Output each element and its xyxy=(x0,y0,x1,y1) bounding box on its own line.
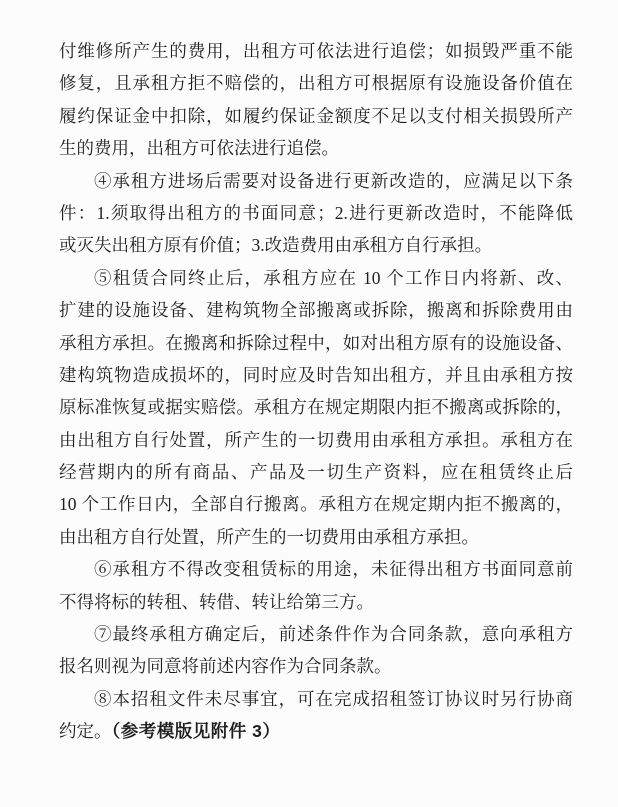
text-line xyxy=(59,683,573,715)
text-line xyxy=(59,294,573,326)
line-text: 经营期内的所有商品、产品及一切生产资料，应在租赁终止后 xyxy=(59,462,573,483)
line-text: 报名则视为同意将前述内容作为合同条款。 xyxy=(59,656,392,677)
line-text: 履约保证金中扣除，如履约保证金额度不足以支付相关损毁所产 xyxy=(59,105,573,126)
line-text: 10 个工作日内，全部自行搬离。承租方在规定期内拒不搬离的， xyxy=(59,494,573,515)
text-line xyxy=(59,586,573,618)
line-bold-text: （参考模版见附件 3） xyxy=(111,721,281,742)
line-text: ⑤租赁合同终止后，承租方应在 10 个工作日内将新、改、 xyxy=(94,267,573,288)
text-line xyxy=(59,650,573,682)
line-text: 约定。 xyxy=(59,721,112,742)
line-text: 付维修所产生的费用，出租方可依法进行追偿；如损毁严重不能 xyxy=(59,41,573,61)
text-line xyxy=(59,197,573,229)
text-line xyxy=(59,553,573,585)
line-text: 生的费用，出租方可依法进行追偿。 xyxy=(59,138,339,159)
line-text: ⑥承租方不得改变租赁标的用途，未征得出租方书面同意前 xyxy=(94,559,573,580)
line-text: 原标准恢复或据实赔偿。承租方在规定期限内拒不搬离或拆除的， xyxy=(59,397,573,418)
line-text: ⑧本招租文件未尽事宜，可在完成招租签订协议时另行协商 xyxy=(94,688,573,709)
text-line xyxy=(59,67,573,99)
text-line xyxy=(59,521,573,553)
text-line xyxy=(59,424,573,456)
document-text xyxy=(59,35,573,748)
line-text: 修复，且承租方拒不赔偿的，出租方可根据原有设施设备价值在 xyxy=(59,73,573,94)
text-line xyxy=(59,35,573,67)
text-line xyxy=(59,165,573,197)
text-line xyxy=(59,100,573,132)
line-text: 承租方承担。在搬离和拆除过程中，如对出租方原有的设施设备、 xyxy=(59,332,573,353)
line-text: 建构筑物造成损坏的，同时应及时告知出租方，并且由承租方按 xyxy=(59,364,573,385)
line-text: ⑦最终承租方确定后，前述条件作为合同条款，意向承租方 xyxy=(94,624,573,645)
line-text: 不得将标的转租、转借、转让给第三方。 xyxy=(59,591,374,612)
text-line xyxy=(59,488,573,520)
line-text: 由出租方自行处置，所产生的一切费用由承租方承担。承租方在 xyxy=(59,429,573,450)
line-text: ④承租方进场后需要对设备进行更新改造的，应满足以下条 xyxy=(94,170,573,191)
text-line xyxy=(59,359,573,391)
line-text: 或灭失出租方原有价值；3.改造费用由承租方自行承担。 xyxy=(59,235,493,256)
text-line xyxy=(59,262,573,294)
line-text: 由出租方自行处置，所产生的一切费用由承租方承担。 xyxy=(59,526,479,547)
line-text: 扩建的设施设备、建构筑物全部搬离或拆除，搬离和拆除费用由 xyxy=(59,300,573,321)
text-line xyxy=(59,715,573,747)
text-line xyxy=(59,132,573,164)
line-text: 件：1.须取得出租方的书面同意；2.进行更新改造时，不能降低 xyxy=(59,202,573,223)
text-line xyxy=(59,229,573,261)
text-line xyxy=(59,327,573,359)
text-line xyxy=(59,456,573,488)
text-line xyxy=(59,618,573,650)
text-line xyxy=(59,391,573,423)
